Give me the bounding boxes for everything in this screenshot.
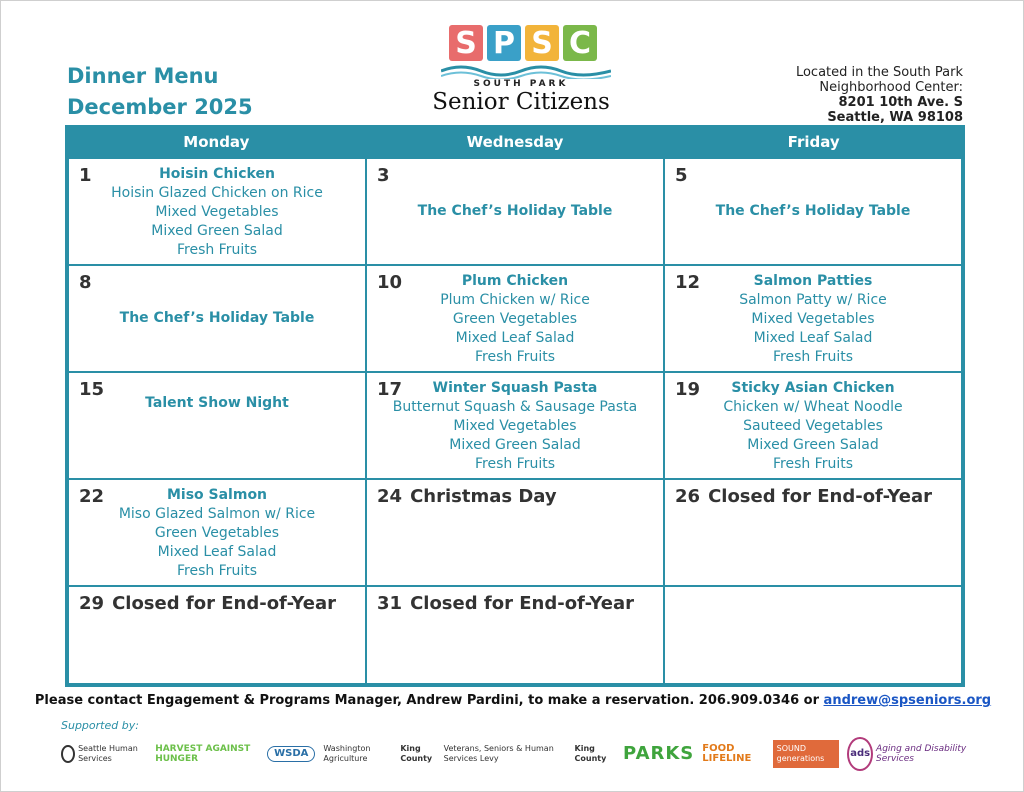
meal-item: Fresh Fruits: [474, 456, 556, 472]
day-number: 17: [377, 379, 403, 400]
day-number: 26: [675, 486, 701, 507]
closed-label: Closed for End-of-Year: [112, 593, 337, 614]
day-number: 31: [377, 593, 403, 614]
sponsor-food-lifeline: FOOD LIFELINE: [702, 743, 752, 764]
meal-item: Mixed Green Salad: [449, 437, 581, 453]
menu-title: [67, 61, 253, 123]
meal-title: Plum Chicken: [461, 273, 569, 289]
calendar-cell: [69, 480, 365, 585]
calendar-cell: [69, 587, 365, 683]
day-number: 24: [377, 486, 403, 507]
meal-item: Miso Glazed Salmon w/ Rice: [118, 506, 316, 522]
seattle-seal-icon: [61, 745, 75, 763]
logo-letters: [449, 25, 599, 65]
sponsor-ads: [847, 737, 971, 771]
calendar-cell: [367, 480, 663, 585]
calendar-cell: [665, 373, 961, 478]
meal-item: Fresh Fruits: [772, 349, 854, 365]
supported-by-label: Supported by:: [61, 719, 139, 732]
sponsor-seattle-label: Seattle Human Services: [78, 744, 138, 763]
meal-item: Mixed Green Salad: [151, 223, 283, 239]
closed-label: Christmas Day: [410, 486, 557, 507]
meal-item: Fresh Fruits: [474, 349, 556, 365]
logo-letter: S: [525, 25, 559, 61]
header-friday: Friday: [787, 133, 840, 151]
spsc-logo: [421, 25, 621, 117]
sponsor-kingcounty: King County: [574, 744, 607, 763]
calendar-cell: [665, 266, 961, 371]
sponsor-kingcounty-levy: [400, 744, 566, 764]
meal-item: Mixed Vegetables: [751, 311, 875, 327]
meal-item: Mixed Green Salad: [747, 437, 879, 453]
calendar-cell: [367, 159, 663, 264]
day-number: 15: [79, 379, 105, 400]
contact-line: [1, 693, 1024, 708]
day-number: 3: [377, 165, 390, 186]
day-number: 10: [377, 272, 403, 293]
meal-item: Plum Chicken w/ Rice: [440, 292, 590, 308]
ads-logo-icon: ads: [847, 737, 873, 771]
special-event: The Chef’s Holiday Table: [715, 203, 911, 219]
meal-title: Winter Squash Pasta: [432, 380, 598, 396]
logo-letter: S: [449, 25, 483, 61]
day-number: 19: [675, 379, 701, 400]
meal-item: Mixed Vegetables: [453, 418, 577, 434]
contact-text: Please contact Engagement & Programs Manager, Andrew Pardini, to make a reservation. 206.909.0346 or: [34, 693, 824, 708]
calendar-cell: [665, 587, 961, 683]
special-event: The Chef’s Holiday Table: [417, 203, 613, 219]
menu-title-line2: December 2025: [67, 95, 253, 119]
header-wednesday: Wednesday: [466, 133, 564, 151]
calendar-cell: [69, 159, 365, 264]
calendar-cell: [665, 159, 961, 264]
sponsor-washington: Washington Agriculture: [323, 744, 371, 763]
meal-item: Sauteed Vegetables: [743, 418, 883, 434]
logo-subtitle: SOUTH PARK: [473, 79, 569, 89]
address-line2: Neighborhood Center:: [819, 80, 963, 95]
meal-title: Miso Salmon: [166, 487, 268, 503]
calendar-cell: [367, 373, 663, 478]
special-event: The Chef’s Holiday Table: [119, 310, 315, 326]
meal-title: Hoisin Chicken: [159, 166, 275, 182]
ads-label: Aging and Disability Services: [876, 744, 967, 764]
calendar-cell: [367, 266, 663, 371]
calendar-header: [67, 127, 963, 157]
day-number: 29: [79, 593, 105, 614]
meal-item: Mixed Leaf Salad: [455, 330, 575, 346]
meal-item: Green Vegetables: [154, 525, 280, 541]
closed-notice: [79, 593, 336, 614]
closed-label: Closed for End-of-Year: [410, 593, 635, 614]
meal-item: Hoisin Glazed Chicken on Rice: [111, 185, 323, 201]
calendar-grid: [65, 125, 965, 687]
day-number: 22: [79, 486, 105, 507]
meal-item: Mixed Leaf Salad: [157, 544, 277, 560]
closed-notice: [377, 593, 634, 614]
meal-item: Chicken w/ Wheat Noodle: [723, 399, 903, 415]
sponsor-sound-generations: SOUND generations: [773, 740, 840, 768]
sponsor-parks: PARKS: [623, 743, 695, 764]
meal-content: [373, 377, 657, 474]
meal-item: Butternut Squash & Sausage Pasta: [392, 399, 638, 415]
closed-label: Closed for End-of-Year: [708, 486, 933, 507]
meal-item: Fresh Fruits: [772, 456, 854, 472]
logo-main-text: Senior Citizens: [432, 89, 610, 115]
logo-letter: C: [563, 25, 597, 61]
calendar-body: [67, 157, 963, 685]
meal-item: Green Vegetables: [452, 311, 578, 327]
meal-title: Sticky Asian Chicken: [731, 380, 895, 396]
header-monday: Monday: [183, 133, 250, 151]
kingcounty-levy-sub: Veterans, Seniors & Human Services Levy: [443, 744, 554, 763]
day-number: 5: [675, 165, 688, 186]
meal-content: [373, 270, 657, 367]
day-number: 1: [79, 165, 92, 186]
calendar-cell: [367, 587, 663, 683]
sponsor-seattle: [61, 744, 147, 764]
special-event: Talent Show Night: [145, 395, 289, 411]
calendar-cell: [69, 373, 365, 478]
meal-item: Mixed Leaf Salad: [753, 330, 873, 346]
meal-content: [75, 484, 359, 581]
closed-notice: [675, 486, 932, 507]
meal-content: [671, 377, 955, 474]
menu-title-line1: Dinner Menu: [67, 64, 219, 88]
kingcounty-levy-title: King County: [400, 744, 433, 763]
sponsor-logos: [61, 729, 971, 779]
meal-item: Salmon Patty w/ Rice: [739, 292, 887, 308]
calendar-cell: [69, 266, 365, 371]
sponsor-wsda: WSDA: [267, 746, 315, 762]
meal-item: Fresh Fruits: [176, 563, 258, 579]
meal-item: Mixed Vegetables: [155, 204, 279, 220]
closed-notice: [377, 486, 557, 507]
address-block: [796, 65, 963, 125]
meal-content: [75, 163, 359, 260]
wave-icon: [441, 61, 611, 79]
meal-title: Salmon Patties: [753, 273, 873, 289]
day-number: 12: [675, 272, 701, 293]
address-line3: 8201 10th Ave. S: [838, 95, 963, 110]
sponsor-harvest: HARVEST AGAINST HUNGER: [155, 744, 251, 764]
meal-content: [671, 270, 955, 367]
calendar-cell: [665, 480, 961, 585]
address-line4: Seattle, WA 98108: [827, 110, 963, 125]
meal-item: Fresh Fruits: [176, 242, 258, 258]
address-line1: Located in the South Park: [795, 65, 963, 80]
logo-letter: P: [487, 25, 521, 61]
contact-email-link[interactable]: andrew@spseniors.org: [823, 693, 992, 708]
day-number: 8: [79, 272, 92, 293]
